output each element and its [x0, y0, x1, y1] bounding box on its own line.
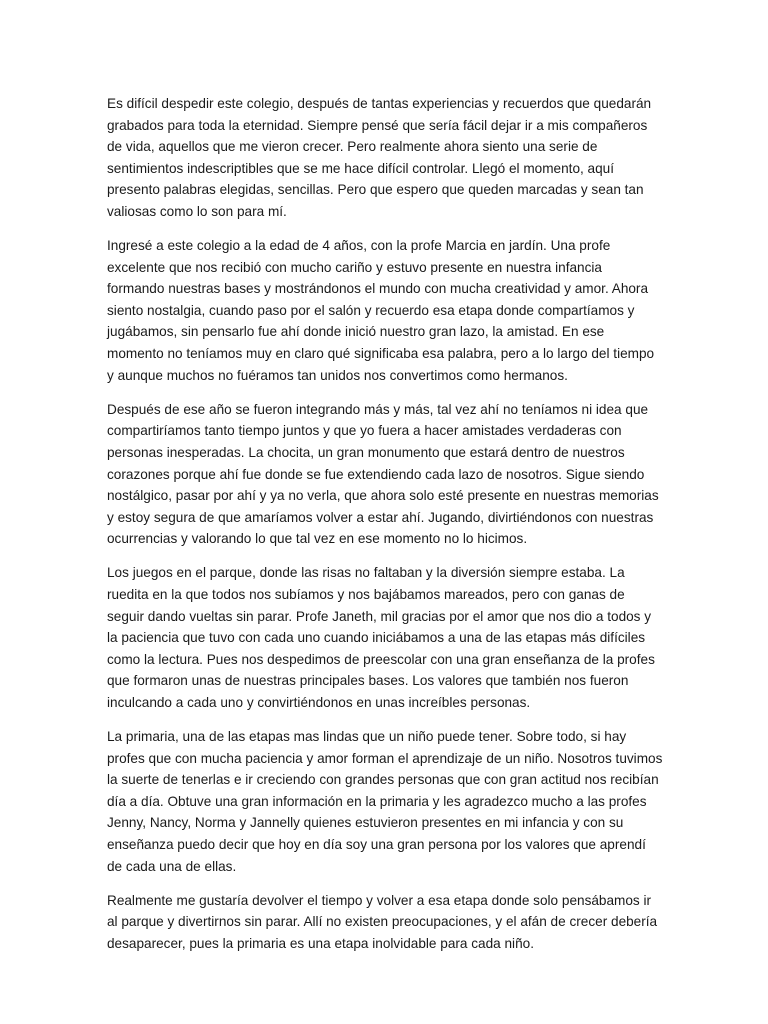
paragraph-2: Ingresé a este colegio a la edad de 4 años, con la profe Marcia en jardín. Una profe excelente que nos recibió con mucho cariño y estuvo presente en nuestra infancia formando nuestras bases y mostrándonos el mundo con mucha creatividad y amor. Ahora siento nostalgia, cuando paso por el salón y recuerdo esa etapa donde compartíamos y jugábamos, sin pensarlo fue ahí donde inició nuestro gran lazo, la amistad. En ese momento no teníamos muy en claro qué significaba esa palabra, pero a lo largo del tiempo y aunque muchos no fuéramos tan unidos nos convertimos como hermanos.	[107, 238, 655, 383]
paragraph-1: Es difícil despedir este colegio, después de tantas experiencias y recuerdos que quedarán grabados para toda la eternidad. Siempre pensé que sería fácil dejar ir a mis compañeros de vida, aquellos que me vieron crecer. Pero realmente ahora siento una serie de sentimientos indescriptibles que se me hace difícil controlar. Llegó el momento, aquí presento palabras elegidas, sencillas. Pero que espero que queden marcadas y sean tan valiosas como lo son para mí.	[107, 96, 652, 219]
paragraph-4: Los juegos en el parque, donde las risas no faltaban y la diversión siempre estaba. La ruedita en la que todos nos subíamos y nos bajábamos mareados, pero con ganas de seguir dando vueltas sin parar. Profe Janeth, mil gracias por el amor que nos dio a todos y la paciencia que tuvo con cada uno cuando iniciábamos a una de las etapas más difíciles como la lectura. Pues nos despedimos de preescolar con una gran enseñanza de la profes que formaron unas de nuestras principales bases. Los valores que también nos fueron inculcando a cada uno y convirtiéndonos en unas increíbles personas.	[107, 565, 655, 710]
paragraph-6: Realmente me gustaría devolver el tiempo y volver a esa etapa donde solo pensábamos ir al parque y divertirnos sin parar. Allí no existen preocupaciones, y el afán de crecer debería desaparecer, pues la primaria es una etapa inolvidable para cada niño.	[107, 892, 658, 951]
document-page	[107, 93, 663, 967]
paragraph-3: Después de ese año se fueron integrando más y más, tal vez ahí no teníamos ni idea que compartiríamos tanto tiempo juntos y que yo fuera a hacer amistades verdaderas con personas inesperadas. La chocita, un gran monumento que estará dentro de nuestros corazones porque ahí fue donde se fue extendiendo cada lazo de nosotros. Sigue siendo nostálgico, pasar por ahí y ya no verla, que ahora solo esté presente en nuestras memorias y estoy segura de que amaríamos volver a estar ahí. Jugando, divirtiéndonos con nuestras ocurrencias y valorando lo que tal vez en ese momento no lo hicimos.	[107, 401, 659, 547]
paragraph-5: La primaria, una de las etapas mas lindas que un niño puede tener. Sobre todo, si hay profes que con mucha paciencia y amor forman el aprendizaje de un niño. Nosotros tuvimos la suerte de tenerlas e ir creciendo con grandes personas que con gran actitud nos recibían día a día. Obtuve una gran información en la primaria y les agradezco mucho a las profes Jenny, Nancy, Norma y Jannelly quienes estuvieron presentes en mi infancia y con su enseñanza puedo decir que hoy en día soy una gran persona por los valores que aprendí de cada una de ellas.	[107, 729, 663, 874]
